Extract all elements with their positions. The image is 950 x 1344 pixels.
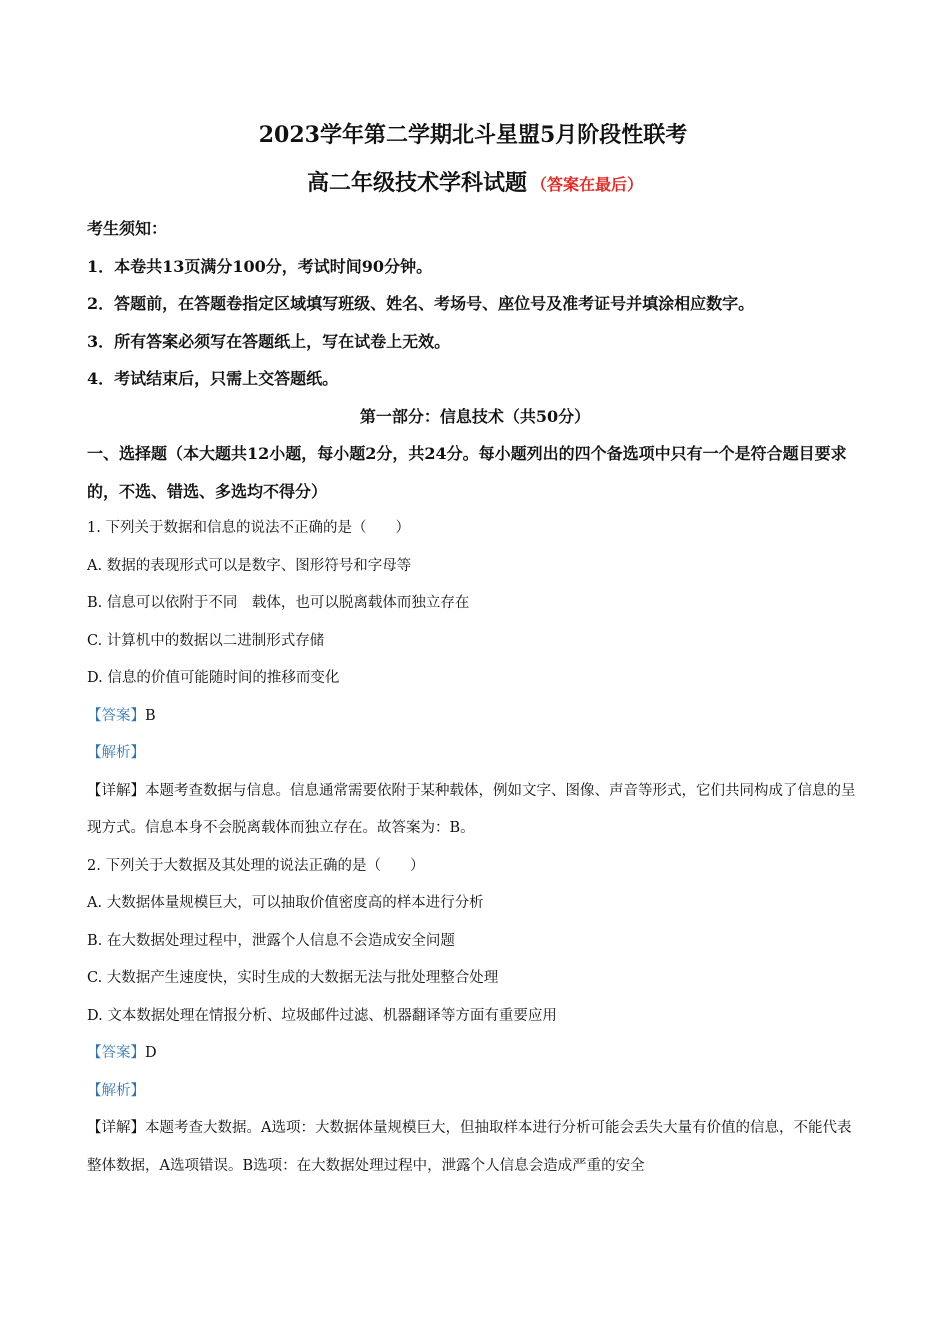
notice-item-4: 4．考试结束后，只需上交答题纸。 — [87, 369, 339, 388]
exam-title: 2023学年第二学期北斗星盟5月阶段性联考 — [258, 122, 688, 148]
detail-label: 【详解】 — [87, 1120, 145, 1136]
question-1-stem: 1. 下列关于数据和信息的说法不正确的是（ ） — [87, 520, 410, 536]
question-1-option-c: C. 计算机中的数据以二进制形式存储 — [87, 632, 325, 649]
question-2-answer — [87, 1035, 863, 1073]
notice-item-2: 2．答题前，在答题卷指定区域填写班级、姓名、考场号、座位号及准考证号并填涂相应数字。 — [87, 294, 755, 313]
question-1-option-d: D. 信息的价值可能随时间的推移而变化 — [87, 670, 340, 686]
detail-text: 本题考查大数据。A选项：大数据体量规模巨大，但抽取样本进行分析可能会丢失大量有价值的信息，不能代表整体数据，A选项错误。B选项：在大数据处理过程中，泄露个人信息会造成严重的安全 — [87, 1120, 852, 1174]
answer-label: 【答案】 — [87, 707, 145, 724]
part-heading: 第一部分：信息技术（共50分） — [359, 406, 591, 426]
question-1-analysis — [87, 735, 863, 773]
question-2-detail — [87, 1110, 863, 1185]
question-2-option-c: C. 大数据产生速度快，实时生成的大数据无法与批处理整合处理 — [87, 970, 499, 986]
answer-value: D — [145, 1045, 157, 1061]
question-2-stem: 2. 下列关于大数据及其处理的说法正确的是（ ） — [87, 857, 425, 874]
answer-note: （答案在最后） — [531, 175, 644, 194]
question-1-option-a: A. 数据的表现形式可以是数字、图形符号和字母等 — [87, 557, 412, 574]
notice-item-3: 3．所有答案必须写在答题纸上，写在试卷上无效。 — [87, 331, 451, 351]
section-heading: 一、选择题（本大题共12小题，每小题2分，共24分。每小题列出的四个备选项中只有一个是符合题目要求的，不选、错选、多选均不得分） — [87, 444, 847, 501]
question-2-analysis — [87, 1073, 863, 1111]
detail-text: 本题考查数据与信息。信息通常需要依附于某种载体，例如文字、图像、声音等形式，它们共同构成了信息的呈现方式。信息本身不会脱离载体而独立存在。故答案为：B。 — [87, 782, 856, 836]
question-2-option-b: B. 在大数据处理过程中，泄露个人信息不会造成安全问题 — [87, 932, 455, 949]
answer-label: 【答案】 — [87, 1045, 145, 1061]
question-2-option-d: D. 文本数据处理在情报分析、垃圾邮件过滤、机器翻译等方面有重要应用 — [87, 1007, 557, 1024]
question-1-option-b: B. 信息可以依附于不同 载体，也可以脱离载体而独立存在 — [87, 595, 470, 611]
page-content — [87, 116, 863, 1185]
detail-label: 【详解】 — [87, 782, 145, 799]
notice-item-1: 1．本卷共13页满分100分，考试时间90分钟。 — [87, 256, 433, 276]
question-2-option-a: A. 大数据体量规模巨大，可以抽取价值密度高的样本进行分析 — [87, 895, 484, 911]
question-1-answer — [87, 698, 863, 736]
notice-heading: 考生须知： — [87, 219, 168, 238]
exam-subtitle — [87, 164, 863, 204]
answer-value: B — [145, 707, 156, 724]
subtitle-text: 高二年级技术学科试题 — [306, 170, 527, 196]
analysis-label: 【解析】 — [87, 745, 145, 761]
analysis-label: 【解析】 — [87, 1082, 145, 1099]
question-1-detail — [87, 773, 863, 848]
